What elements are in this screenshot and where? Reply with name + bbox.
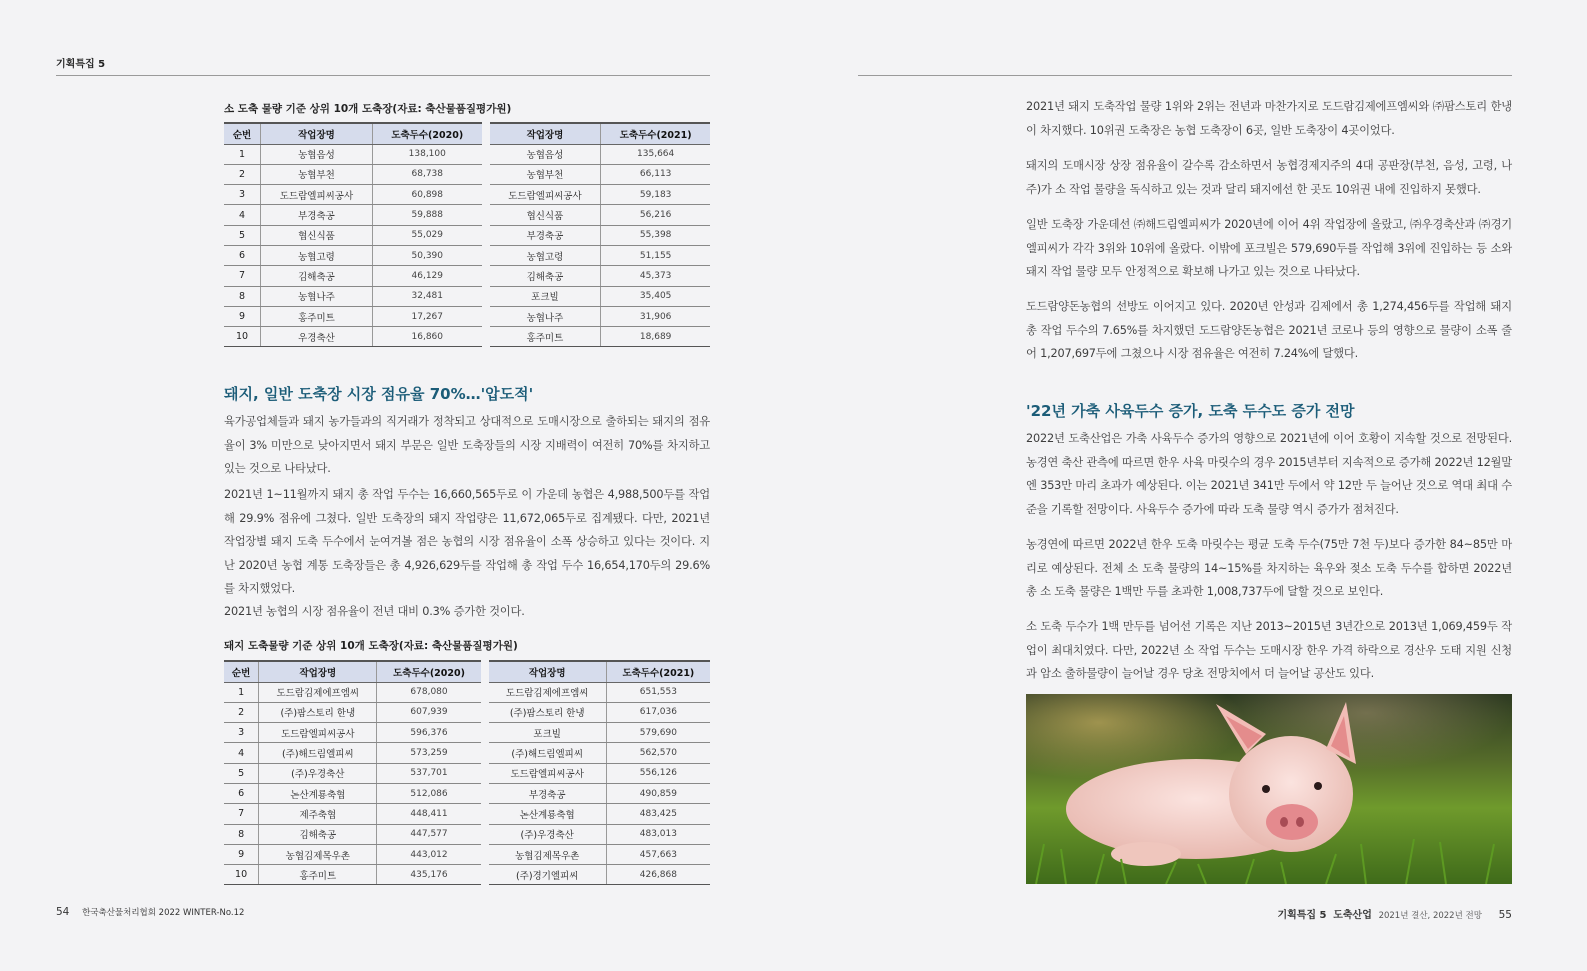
plant-name-cell: 논산계룡축협 [259, 783, 377, 803]
column-header: 도축두수(2021) [601, 123, 710, 144]
table-row [224, 783, 710, 803]
table-header-row [224, 661, 710, 682]
body-paragraph: 2021년 농협의 시장 점유율이 전년 대비 0.3% 증가한 것이다. [224, 605, 525, 618]
column-gap [482, 266, 490, 286]
rank-cell: 9 [224, 844, 259, 864]
rank-cell: 7 [224, 266, 260, 286]
column-gap [482, 205, 490, 225]
section-tag: 기획특집 5 [56, 59, 106, 70]
plant-name-cell: 논산계룡축협 [489, 804, 607, 824]
count-cell: 426,868 [606, 865, 710, 885]
plant-name-cell: 농협김제목우촌 [259, 844, 377, 864]
body-paragraph: 2022년 도축산업은 가축 사육두수 증가의 영향으로 2021년에 이어 호황이 지속할 것으로 전망된다. 농경연 축산 관측에 따르면 한우 사육 마릿수의 경우 2015년부터 지속적으로 증가해 2022년 12월말엔 353만 마리 초과가 예상된다. 이는 2021년 341만 두에서 약 12만 두 늘어난 것으로 역대 최대 수준을 기록할 전망이다. 사육두수 증가에 따라 도축 물량 역시 증가가 점쳐진다. [1026, 432, 1512, 516]
plant-name-cell: 도드람엘피씨공사 [489, 763, 607, 783]
plant-name-cell: 농협나주 [260, 286, 372, 306]
plant-name-cell: 농협김제목우촌 [489, 844, 607, 864]
table-row [224, 185, 710, 205]
count-cell: 483,013 [606, 824, 710, 844]
count-cell: 32,481 [372, 286, 481, 306]
rank-cell: 4 [224, 205, 260, 225]
count-cell: 46,129 [372, 266, 481, 286]
count-cell: 56,216 [601, 205, 710, 225]
column-gap [482, 306, 490, 326]
table-header-row [224, 123, 710, 144]
column-gap [482, 123, 490, 144]
table-row [224, 723, 710, 743]
count-cell: 51,155 [601, 245, 710, 265]
body-paragraph: 도드람양돈농협의 선방도 이어지고 있다. 2020년 안성과 김제에서 총 1,274,456두를 작업해 돼지 총 작업 두수의 7.65%를 차지했던 도드람양돈농협은 2021년 코로나 등의 영향으로 물량이 소폭 줄어 1,207,697두에 그쳤으나 시장 점유율은 여전히 7.24%에 달했다. [1026, 300, 1512, 361]
body-paragraph: 2021년 1~11월까지 돼지 총 작업 두수는 16,660,565두로 이 가운데 농협은 4,988,500두를 작업해 29.9% 점유에 그쳤다. 일반 도축장의 돼지 작업량은 11,672,065두로 집계됐다. 다만, 2021년 작업장별 돼지 도축 두수에서 눈여겨볼 점은 농협의 시장 점유율이 소폭 상승하고 있다는 것이다. 지난 2020년 농협 계통 도축장들은 총 4,926,629두를 작업해 총 작업 두수 16,654,170두의 29.6%를 차지했었다. [224, 488, 710, 596]
column-gap [481, 844, 489, 864]
count-cell: 447,577 [377, 824, 481, 844]
table1-caption: 소 도축 물량 기준 상위 10개 도축장(자료: 축산물품질평가원) [224, 103, 512, 115]
column-header: 작업장명 [260, 123, 372, 144]
page-number-right: 55 [1498, 909, 1512, 921]
right-footer [1277, 906, 1512, 921]
count-cell: 537,701 [377, 763, 481, 783]
count-cell: 448,411 [377, 804, 481, 824]
column-gap [481, 723, 489, 743]
column-header: 순번 [224, 123, 260, 144]
column-gap [481, 824, 489, 844]
forecast-heading: '22년 가축 사육두수 증가, 도축 두수도 증가 전망 [1026, 402, 1355, 420]
plant-name-cell: 김해축공 [259, 824, 377, 844]
count-cell: 512,086 [377, 783, 481, 803]
table-row [224, 225, 710, 245]
rank-cell: 3 [224, 723, 259, 743]
count-cell: 607,939 [377, 702, 481, 722]
rank-cell: 5 [224, 763, 259, 783]
publication-info: 한국축산물처리협회 2022 WINTER-No.12 [82, 908, 245, 918]
plant-name-cell: 도드람김제에프엠씨 [489, 682, 607, 702]
cattle-slaughter-table [224, 122, 710, 347]
count-cell: 457,663 [606, 844, 710, 864]
body-paragraph: 돼지의 도매시장 상장 점유율이 갈수록 감소하면서 농협경제지주의 4대 공판장(부천, 음성, 고령, 나주)가 소 작업 물량을 독식하고 있는 것과 달리 돼지에선 한 곳도 10위권 내에 진입하지 못했다. [1026, 159, 1512, 196]
plant-name-cell: 협신식품 [260, 225, 372, 245]
rank-cell: 1 [224, 682, 259, 702]
count-cell: 16,860 [372, 327, 481, 347]
footer-subtitle: 2021년 결산, 2022년 전망 [1378, 911, 1482, 921]
plant-name-cell: 김해축공 [260, 266, 372, 286]
pig-slaughter-table [224, 660, 710, 885]
column-header: 도축두수(2020) [377, 661, 481, 682]
count-cell: 651,553 [606, 682, 710, 702]
table2-caption: 돼지 도축물량 기준 상위 10개 도축장(자료: 축산물품질평가원) [224, 640, 518, 652]
plant-name-cell: (주)우경축산 [259, 763, 377, 783]
column-gap [482, 245, 490, 265]
table-row [224, 824, 710, 844]
page-number-left: 54 [56, 906, 70, 918]
column-gap [482, 164, 490, 184]
column-header: 도축두수(2020) [372, 123, 481, 144]
plant-name-cell: 도드람엘피씨공사 [260, 185, 372, 205]
rank-cell: 9 [224, 306, 260, 326]
plant-name-cell: (주)경기엘피씨 [489, 865, 607, 885]
column-header: 작업장명 [259, 661, 377, 682]
body-paragraph: 일반 도축장 가운데선 ㈜해드림엘피씨가 2020년에 이어 4위 작업장에 올랐고, ㈜우경축산과 ㈜경기엘피씨가 각각 3위와 10위에 올랐다. 이밖에 포크빌은 579,690두를 작업해 3위에 진입하는 등 소와 돼지 작업 물량 모두 안정적으로 확보해 나가고 있는 것으로 나타났다. [1026, 218, 1512, 279]
body-paragraph: 소 도축 두수가 1백 만두를 넘어선 기록은 지난 2013~2015년 3년간으로 2013년 1,069,459두 작업이 최대치였다. 다만, 2022년 소 작업 두수는 도매시장 한우 가격 하락으로 경산우 도태 지원 신청과 암소 출하물량이 늘어날 경우 당초 전망치에서 더 늘어날 공산도 있다. [1026, 620, 1512, 681]
plant-name-cell: 부경축공 [489, 783, 607, 803]
table-row [224, 164, 710, 184]
column-gap [482, 185, 490, 205]
plant-name-cell: 김해축공 [490, 266, 601, 286]
plant-name-cell: 포크빌 [489, 723, 607, 743]
table-row [224, 245, 710, 265]
count-cell: 59,183 [601, 185, 710, 205]
plant-name-cell: 협신식품 [490, 205, 601, 225]
count-cell: 490,859 [606, 783, 710, 803]
column-gap [482, 225, 490, 245]
table-row [224, 327, 710, 347]
table-row [224, 702, 710, 722]
count-cell: 66,113 [601, 164, 710, 184]
rank-cell: 2 [224, 164, 260, 184]
column-header: 순번 [224, 661, 259, 682]
count-cell: 60,898 [372, 185, 481, 205]
left-header-rule [56, 75, 710, 76]
plant-name-cell: 농협나주 [490, 306, 601, 326]
column-gap [482, 144, 490, 164]
left-footer [56, 906, 244, 918]
plant-name-cell: 도드람엘피씨공사 [490, 185, 601, 205]
plant-name-cell: 제주축협 [259, 804, 377, 824]
rank-cell: 6 [224, 783, 259, 803]
count-cell: 18,689 [601, 327, 710, 347]
plant-name-cell: 도드람엘피씨공사 [259, 723, 377, 743]
plant-name-cell: 농협고령 [490, 245, 601, 265]
count-cell: 617,036 [606, 702, 710, 722]
plant-name-cell: 농협부천 [260, 164, 372, 184]
plant-name-cell: 도드람김제에프엠씨 [259, 682, 377, 702]
plant-name-cell: 농협음성 [260, 144, 372, 164]
count-cell: 35,405 [601, 286, 710, 306]
column-gap [481, 865, 489, 885]
count-cell: 483,425 [606, 804, 710, 824]
footer-title: 도축산업 [1333, 910, 1372, 921]
rank-cell: 8 [224, 286, 260, 306]
column-header: 도축두수(2021) [606, 661, 710, 682]
table-row [224, 144, 710, 164]
rank-cell: 7 [224, 804, 259, 824]
count-cell: 678,080 [377, 682, 481, 702]
plant-name-cell: 포크빌 [490, 286, 601, 306]
count-cell: 556,126 [606, 763, 710, 783]
count-cell: 443,012 [377, 844, 481, 864]
table-row [224, 763, 710, 783]
plant-name-cell: (주)해드림엘피씨 [489, 743, 607, 763]
rank-cell: 1 [224, 144, 260, 164]
plant-name-cell: 홍주미트 [260, 306, 372, 326]
table-row [224, 682, 710, 702]
count-cell: 579,690 [606, 723, 710, 743]
column-gap [481, 661, 489, 682]
body-paragraph: 육가공업체들과 돼지 농가들과의 직거래가 정착되고 상대적으로 도매시장으로 출하되는 돼지의 점유율이 3% 미만으로 낮아지면서 돼지 부문은 일반 도축장들의 시장 지배력이 여전히 70%를 차지하고 있는 것으로 나타났다. [224, 415, 710, 476]
count-cell: 59,888 [372, 205, 481, 225]
rank-cell: 10 [224, 865, 259, 885]
count-cell: 50,390 [372, 245, 481, 265]
plant-name-cell: 농협부천 [490, 164, 601, 184]
column-header: 작업장명 [489, 661, 607, 682]
column-gap [481, 702, 489, 722]
plant-name-cell: (주)우경축산 [489, 824, 607, 844]
table-row [224, 844, 710, 864]
pig-market-heading: 돼지, 일반 도축장 시장 점유율 70%…'압도적' [224, 385, 534, 403]
table-row [224, 804, 710, 824]
count-cell: 17,267 [372, 306, 481, 326]
count-cell: 31,906 [601, 306, 710, 326]
count-cell: 596,376 [377, 723, 481, 743]
plant-name-cell: 농협고령 [260, 245, 372, 265]
piglet-photo [1026, 694, 1512, 884]
footer-section: 기획특집 5 [1277, 910, 1327, 921]
count-cell: 435,176 [377, 865, 481, 885]
count-cell: 45,373 [601, 266, 710, 286]
plant-name-cell: (주)해드림엘피씨 [259, 743, 377, 763]
count-cell: 573,259 [377, 743, 481, 763]
column-gap [481, 682, 489, 702]
plant-name-cell: (주)팜스토리 한냉 [489, 702, 607, 722]
column-gap [482, 327, 490, 347]
table-row [224, 306, 710, 326]
rank-cell: 10 [224, 327, 260, 347]
right-header-rule [858, 75, 1512, 76]
table-row [224, 286, 710, 306]
column-gap [482, 286, 490, 306]
plant-name-cell: 농협음성 [490, 144, 601, 164]
count-cell: 55,029 [372, 225, 481, 245]
rank-cell: 2 [224, 702, 259, 722]
plant-name-cell: 우경축산 [260, 327, 372, 347]
plant-name-cell: (주)팜스토리 한냉 [259, 702, 377, 722]
count-cell: 138,100 [372, 144, 481, 164]
plant-name-cell: 부경축공 [260, 205, 372, 225]
rank-cell: 6 [224, 245, 260, 265]
rank-cell: 4 [224, 743, 259, 763]
column-gap [481, 743, 489, 763]
column-gap [481, 783, 489, 803]
count-cell: 135,664 [601, 144, 710, 164]
table-row [224, 865, 710, 885]
column-gap [481, 804, 489, 824]
table-row [224, 743, 710, 763]
count-cell: 68,738 [372, 164, 481, 184]
body-paragraph: 농경연에 따르면 2022년 한우 도축 마릿수는 평균 도축 두수(75만 7천 두)보다 증가한 84~85만 마리로 예상된다. 전체 소 도축 물량의 14~15%를 차지하는 육우와 젖소 도축 두수를 합하면 2022년 총 소 도축 물량은 1백만 두를 초과한 1,008,737두에 달할 것으로 보인다. [1026, 538, 1512, 599]
rank-cell: 3 [224, 185, 260, 205]
plant-name-cell: 부경축공 [490, 225, 601, 245]
plant-name-cell: 홍주미트 [259, 865, 377, 885]
table-row [224, 266, 710, 286]
rank-cell: 8 [224, 824, 259, 844]
count-cell: 55,398 [601, 225, 710, 245]
plant-name-cell: 홍주미트 [490, 327, 601, 347]
count-cell: 562,570 [606, 743, 710, 763]
table-row [224, 205, 710, 225]
column-gap [481, 763, 489, 783]
body-paragraph: 2021년 돼지 도축작업 물량 1위와 2위는 전년과 마찬가지로 도드람김제에프엠씨와 ㈜팜스토리 한냉이 차지했다. 10위권 도축장은 농협 도축장이 6곳, 일반 도축장이 4곳이었다. [1026, 100, 1512, 137]
rank-cell: 5 [224, 225, 260, 245]
column-header: 작업장명 [490, 123, 601, 144]
